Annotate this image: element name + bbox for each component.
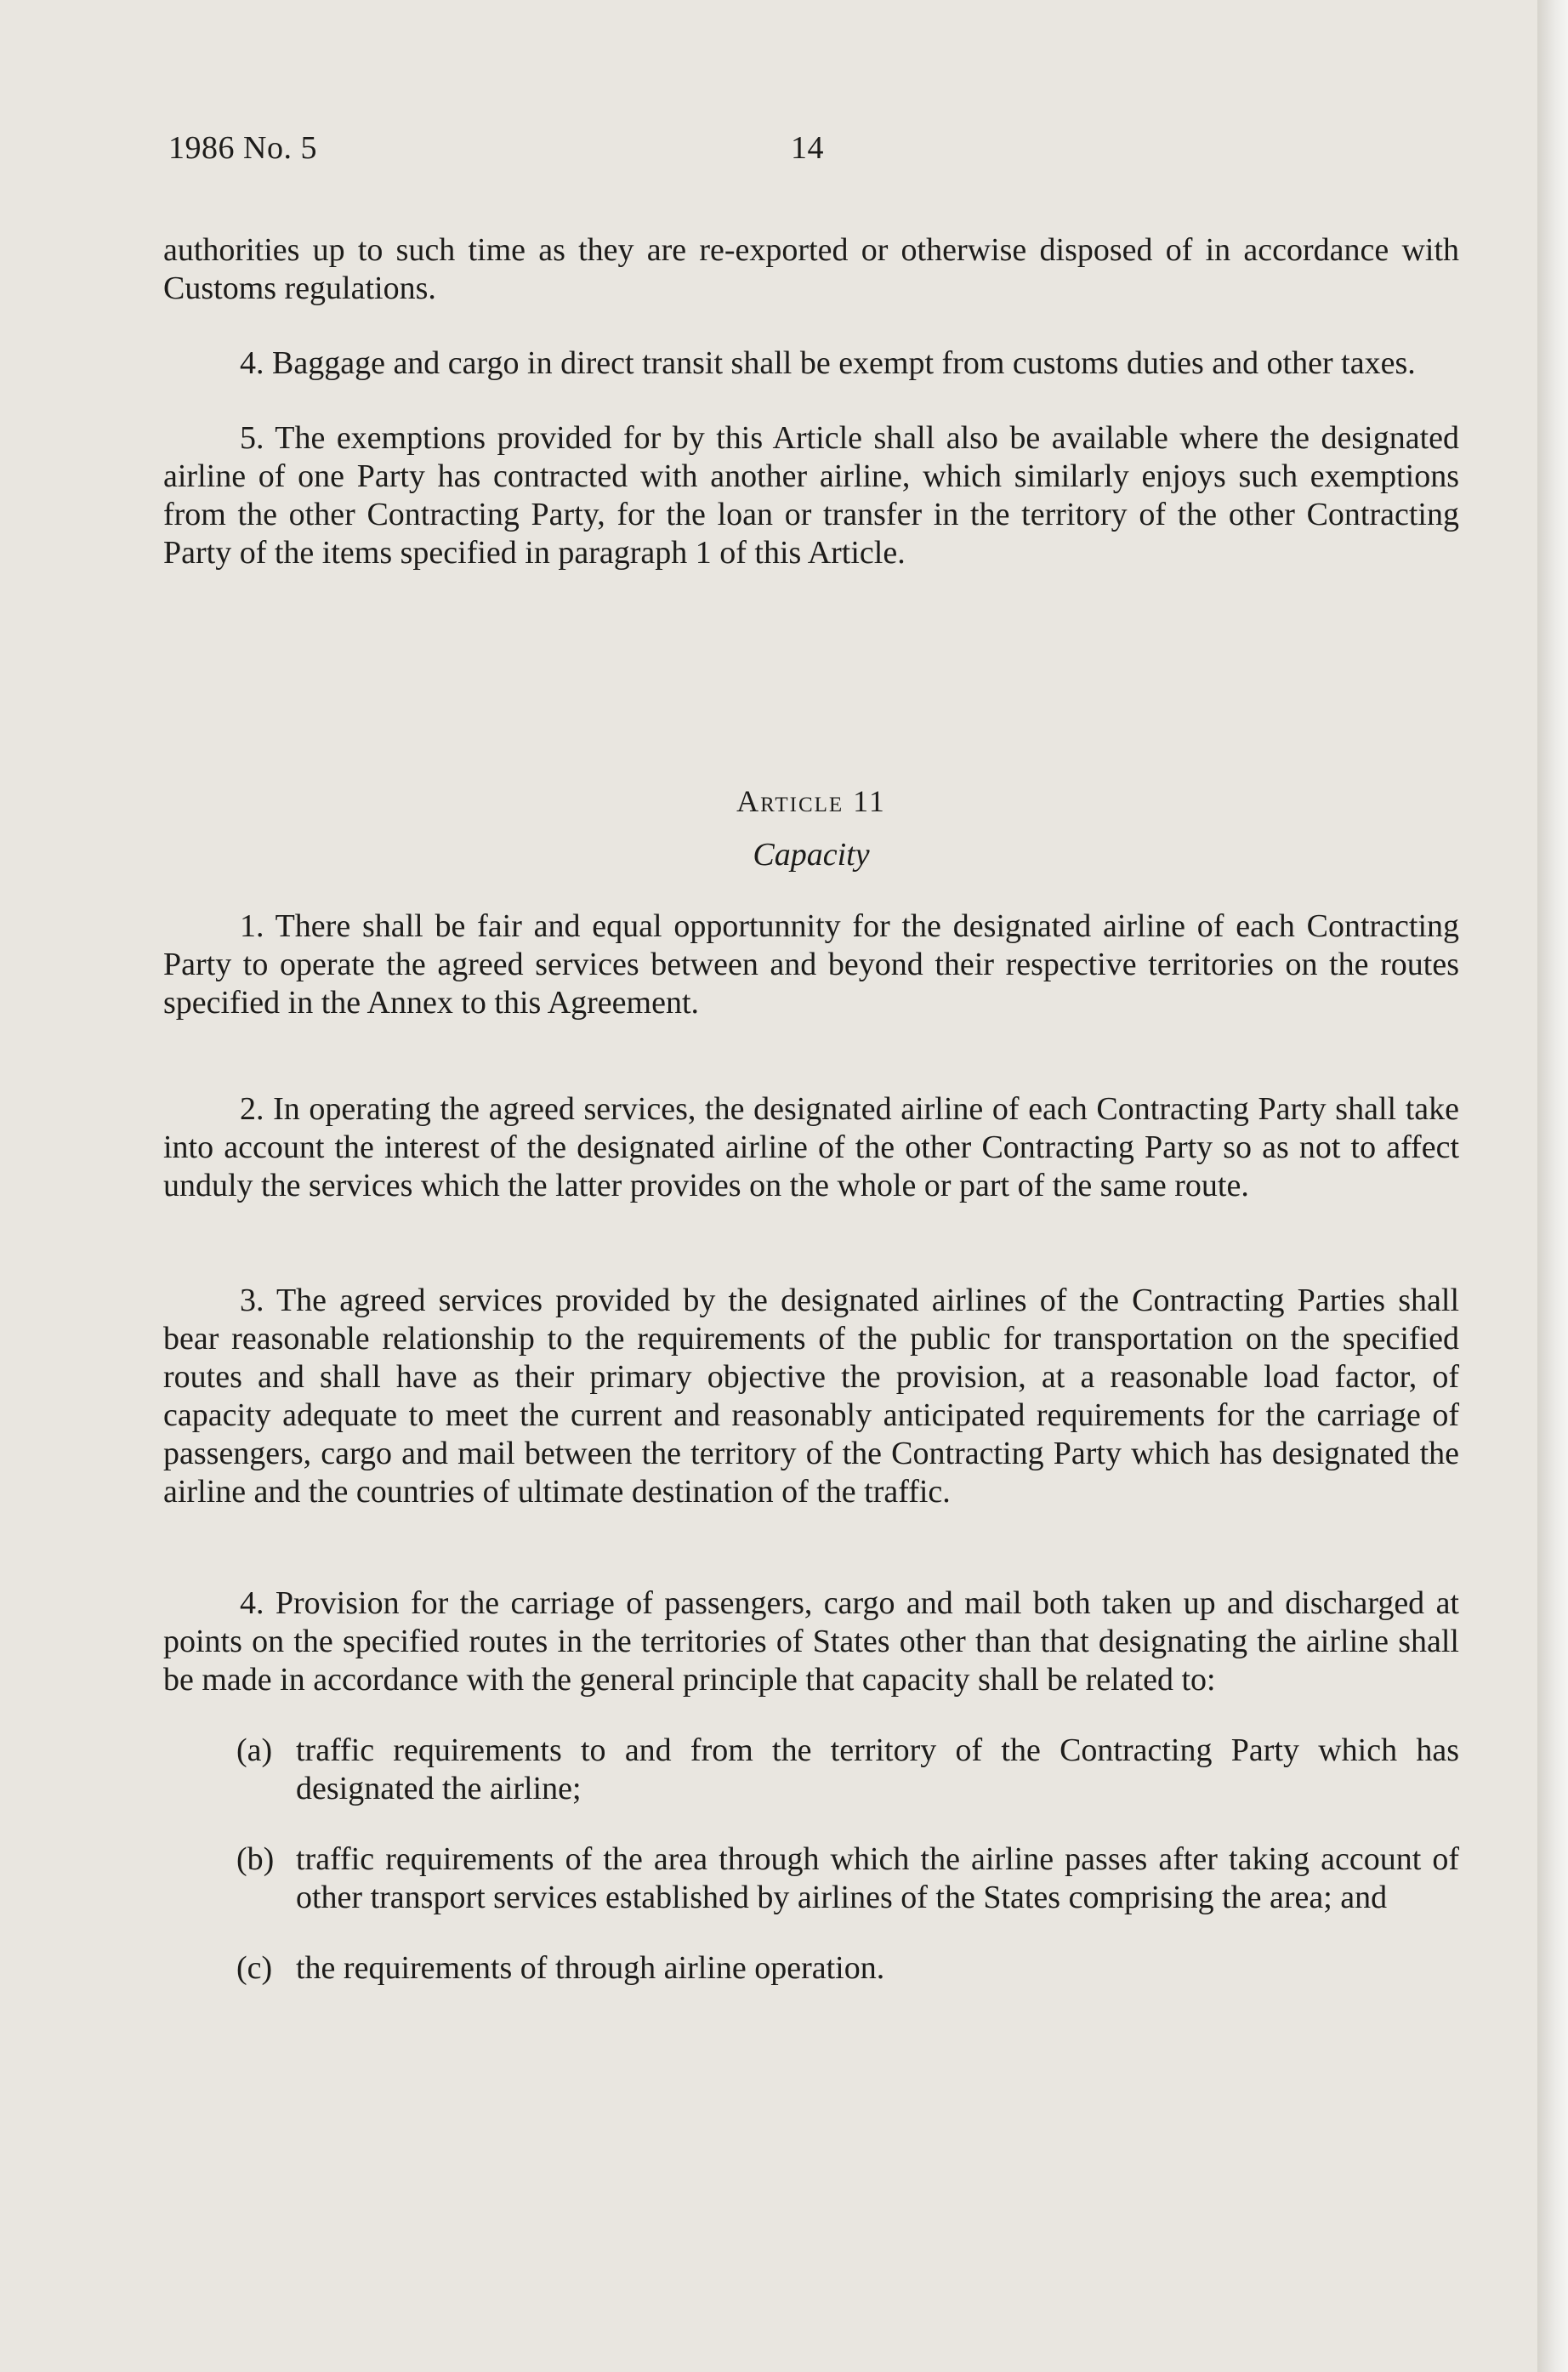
capacity-paragraph-1: 1. There shall be fair and equal opportunnity for the designated airline of each Contracting Party to operate the agreed services between and beyond their respective territories on the routes specified in the Annex to this Agreement. (163, 908, 1459, 1021)
article-title: Article 11 (736, 784, 886, 818)
page-header (163, 119, 1459, 179)
page-content (163, 119, 1459, 1988)
capacity-paragraph-4: 4. Provision for the carriage of passengers, cargo and mail both taken up and discharged at points on the specified routes in the territories of States other than that designating the airline shall be made in accordance with the general principle that capacity shall be related to: (163, 1585, 1459, 1698)
article-subtitle: Capacity (753, 837, 870, 873)
list-item (163, 1732, 1459, 1808)
capacity-paragraph-2: 2. In operating the agreed services, the designated airline of each Contracting Party shall take into account the interest of the designated airline of the other Contracting Party so as not to affect unduly the services which the latter provides on the whole or part of the same route. (163, 1091, 1459, 1203)
list-item-marker: (c) (236, 1950, 273, 1986)
list-item-marker: (b) (236, 1841, 275, 1877)
list-item (163, 1949, 1459, 1988)
paragraph-4-baggage: 4. Baggage and cargo in direct transit shall be exempt from customs duties and other taxes. (240, 345, 1416, 381)
list-item (163, 1840, 1459, 1917)
list-item-text: traffic requirements to and from the territory of the Contracting Party which has designated the airline; (296, 1732, 1459, 1806)
list-item-text: traffic requirements of the area through which the airline passes after taking account of other transport services established by airlines of the States comprising the area; and (296, 1841, 1459, 1915)
continuation-paragraph: authorities up to such time as they are re-exported or otherwise disposed of in accordance with Customs regulations. (163, 232, 1459, 306)
page-edge-shadow (1537, 0, 1568, 2372)
header-year-number: 1986 No. 5 (168, 130, 317, 166)
paragraph-5-exemptions: 5. The exemptions provided for by this Article shall also be available where the designated airline of one Party has contracted with another airline, which similarly enjoys such exemptions from the other Contracting Party, for the loan or transfer in the territory of the other Contracting Party of the items specified in paragraph 1 of this Article. (163, 420, 1459, 571)
list-item-text: the requirements of through airline operation. (296, 1950, 885, 1986)
capacity-paragraph-3: 3. The agreed services provided by the designated airlines of the Contracting Parties shall bear reasonable relationship to the requirements of the public for transportation on the specified routes and shall have as their primary objective the provision, at a reasonable load factor, of capacity adequate to meet the current and reasonably anticipated requirements for the carriage of passengers, cargo and mail between the territory of the Contracting Party which has designated the airline and the countries of ultimate destination of the traffic. (163, 1283, 1459, 1510)
header-page-number: 14 (791, 130, 824, 166)
list-item-marker: (a) (236, 1732, 273, 1768)
